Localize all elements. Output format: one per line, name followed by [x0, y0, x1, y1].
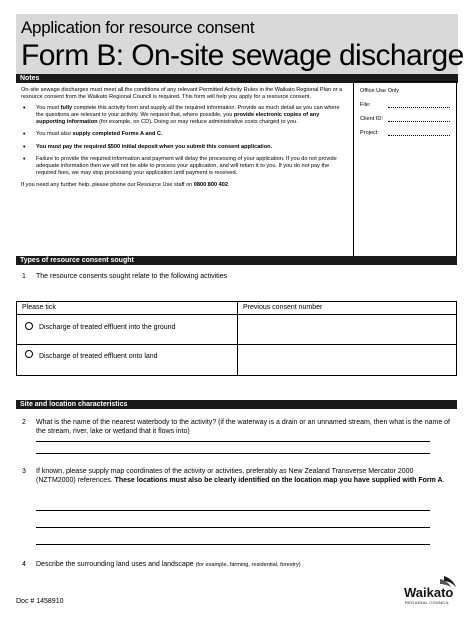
row-ground-label: Discharge of treated effluent into the ground [39, 324, 176, 331]
file-label: File: [360, 102, 371, 108]
q3-answer-line-2[interactable] [36, 527, 430, 528]
q2-number: 2 [22, 419, 26, 426]
q4-text: Describe the surrounding land uses and landscape (for example, farming, residential, forestry) [36, 561, 301, 568]
q1-text: The resource consents sought relate to the following activities [36, 273, 228, 280]
site-heading: Site and location characteristics [16, 400, 457, 409]
consent-number-ground-field[interactable] [238, 315, 456, 344]
q2-answer-line-1[interactable] [36, 441, 430, 442]
col-previous-consent: Previous consent number [243, 304, 323, 311]
tick-land-radio[interactable] [25, 350, 33, 358]
notes-body [21, 87, 347, 193]
client-id-label: Client ID: [360, 116, 384, 122]
form-subtitle: Application for resource consent [21, 18, 255, 37]
notes-bullet-2: • You must also supply completed Forms A and C. [21, 131, 347, 138]
waikato-logo-graphic [404, 573, 458, 613]
svg-text:REGIONAL COUNCIL: REGIONAL COUNCIL [405, 600, 450, 605]
form-title: Form B: On-site sewage discharge [21, 39, 464, 72]
notes-heading: Notes [16, 74, 458, 83]
activities-table [16, 301, 457, 376]
notes-bullet-1: • You must fully complete this activity form and supply all the required information. Provide as much detail as you can where the questions are relevant to your activity. We request that, where possible, you provide electronic copies of any supporting information (for example, on CD). Doing so may reduce administrative costs charged to you. [21, 105, 347, 126]
q3-number: 3 [22, 468, 26, 475]
q3-answer-line-3[interactable] [36, 544, 430, 545]
file-field[interactable] [388, 107, 450, 108]
doc-number: Doc # 1458910 [16, 598, 64, 605]
row-land-label: Discharge of treated effluent onto land [39, 353, 158, 360]
col-please-tick: Please tick [22, 304, 56, 311]
tick-ground-radio[interactable] [25, 322, 33, 330]
project-field[interactable] [388, 135, 450, 136]
client-id-field[interactable] [388, 121, 450, 122]
q3-answer-line-1[interactable] [36, 510, 430, 511]
notes-help: If you need any further help, please phone our Resource Use staff on 0800 800 402. [21, 181, 230, 188]
q2-text: What is the name of the nearest waterbody to the activity? (if the waterway is a drain or an unnamed stream, then what is the name of the stream, river, lake or wetland that it flows into) [36, 419, 450, 435]
consent-number-land-field[interactable] [238, 345, 456, 375]
q1-number: 1 [22, 273, 26, 280]
svg-text:Waikato: Waikato [404, 585, 454, 600]
types-heading: Types of resource consent sought [16, 256, 457, 265]
q2-answer-line-2[interactable] [36, 453, 430, 454]
project-label: Project: [360, 130, 379, 136]
office-use-title: Office Use Only [360, 88, 400, 94]
notes-intro: On-site sewage discharges must meet all the conditions of any relevant Permitted Activity Rules in the Waikato Regional Plan or a resource consent from the Waikato Regional Council is required. This form will help you apply for a resource consent. [21, 87, 343, 101]
q3-text: If known, please supply map coordinates of the activity or activities, preferably as New Zealand Transverse Mercator 2000 (NZTM2000) references. These locations must also be clearly identified on the location map you have supplied with Form A. [36, 468, 445, 484]
waikato-logo [404, 573, 458, 613]
notes-bullet-4: • Failure to provide the required information and payment will delay the processing of your application. If you do not provide adequate information then we will not be able to process your application, and will return it to you. If you do not pay the required fees, we may stop processing your application until payment is received. [21, 156, 347, 177]
q4-number: 4 [22, 561, 26, 568]
form-header [16, 14, 464, 74]
office-use-box [353, 81, 457, 261]
notes-bullet-3: • You must pay the required $500 initial deposit when you submit this consent application. [21, 144, 347, 151]
